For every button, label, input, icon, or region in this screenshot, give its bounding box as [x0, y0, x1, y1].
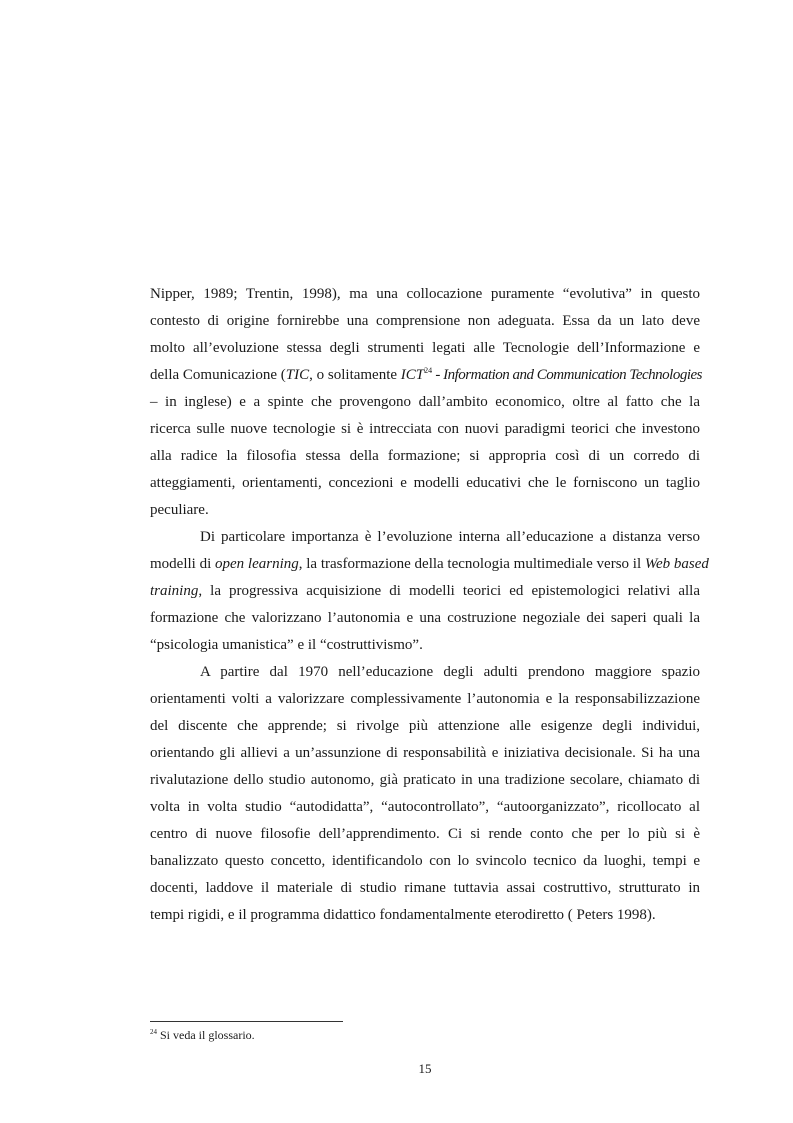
paragraph-line: docenti, laddove il materiale di studio rimane tuttavia assai costruttivo, strutturato in	[150, 880, 700, 896]
acronym-ict: ICT	[400, 367, 425, 383]
paragraph-line: orientamenti volti a valorizzare complessivamente l’autonomia e la responsabilizzazione	[150, 691, 700, 707]
paragraph-line: centro di nuove filosofie dell’apprendimento. Ci si rende conto che per lo più si è	[150, 826, 700, 842]
text-run: , la progressiva acquisizione di modelli teorici ed epistemologici relativi alla	[198, 583, 700, 599]
paragraph-line: atteggiamenti, orientamenti, concezioni e modelli educativi che le forniscono un taglio	[150, 475, 700, 491]
paragraph-line	[150, 366, 700, 384]
paragraph-line	[150, 555, 709, 573]
footnote-divider	[150, 1021, 343, 1022]
italic-term: training	[150, 583, 199, 599]
paragraph-line: rivalutazione dello studio autonomo, già praticato in una tradizione secolare, chiamato di	[150, 772, 700, 788]
page-number: 15	[418, 1061, 432, 1076]
italic-term: Web based	[644, 556, 709, 572]
paragraph-line: volta in volta studio “autodidatta”, “autocontrollato”, “autoorganizzato”, ricollocato al	[150, 799, 700, 815]
paragraph-line: alla radice la filosofia stessa della formazione; si appropria così di un corredo di	[150, 448, 700, 464]
text-run: della Comunicazione (	[150, 367, 286, 383]
paragraph-line: banalizzato questo concetto, identificandolo con lo svincolo tecnico da luoghi, tempi e	[150, 853, 700, 869]
text-run: , la trasformazione della tecnologia multimediale verso il	[298, 556, 645, 572]
acronym-tic: TIC	[285, 367, 310, 383]
footnote-number: 24	[150, 1028, 157, 1036]
paragraph-line: Di particolare importanza è l’evoluzione interna all’educazione a distanza verso	[200, 529, 700, 545]
text-run: , o solitamente	[309, 367, 401, 383]
paragraph-line: “psicologia umanistica” e il “costruttivismo”.	[150, 637, 423, 653]
paragraph-line: molto all’evoluzione stessa degli strumenti legati alle Tecnologie dell’Informazione e	[150, 340, 700, 356]
paragraph-line: orientando gli allievi a un’assunzione di responsabilità e iniziativa decisionale. Si ha una	[150, 745, 700, 761]
italic-term: open learning	[215, 556, 299, 572]
paragraph-line: del discente che apprende; si rivolge più attenzione alle esigenze degli individui,	[150, 718, 700, 734]
paragraph-line: peculiare.	[150, 502, 209, 518]
footnote-text: Si veda il glossario.	[157, 1028, 255, 1042]
paragraph-line	[150, 582, 700, 600]
italic-term: - Information and Communication Technologies	[432, 367, 702, 383]
paragraph-line: ricerca sulle nuove tecnologie si è intrecciata con nuovi paradigmi teorici che investono	[150, 421, 700, 437]
footnote-reference: 24	[424, 366, 433, 375]
paragraph-line: contesto di origine fornirebbe una comprensione non adeguata. Essa da un lato deve	[150, 313, 700, 329]
text-run: modelli di	[150, 556, 215, 572]
paragraph-line: – in inglese) e a spinte che provengono dall’ambito economico, oltre al fatto che la	[150, 394, 700, 410]
footnote	[150, 1028, 255, 1042]
paragraph-line: tempi rigidi, e il programma didattico fondamentalmente eterodiretto ( Peters 1998).	[150, 907, 656, 923]
paragraph-line: A partire dal 1970 nell’educazione degli adulti prendono maggiore spazio	[200, 664, 700, 680]
paragraph-line: Nipper, 1989; Trentin, 1998), ma una collocazione puramente “evolutiva” in questo	[150, 286, 700, 302]
paragraph-line: formazione che valorizzano l’autonomia e una costruzione negoziale dei saperi quali la	[150, 610, 700, 626]
